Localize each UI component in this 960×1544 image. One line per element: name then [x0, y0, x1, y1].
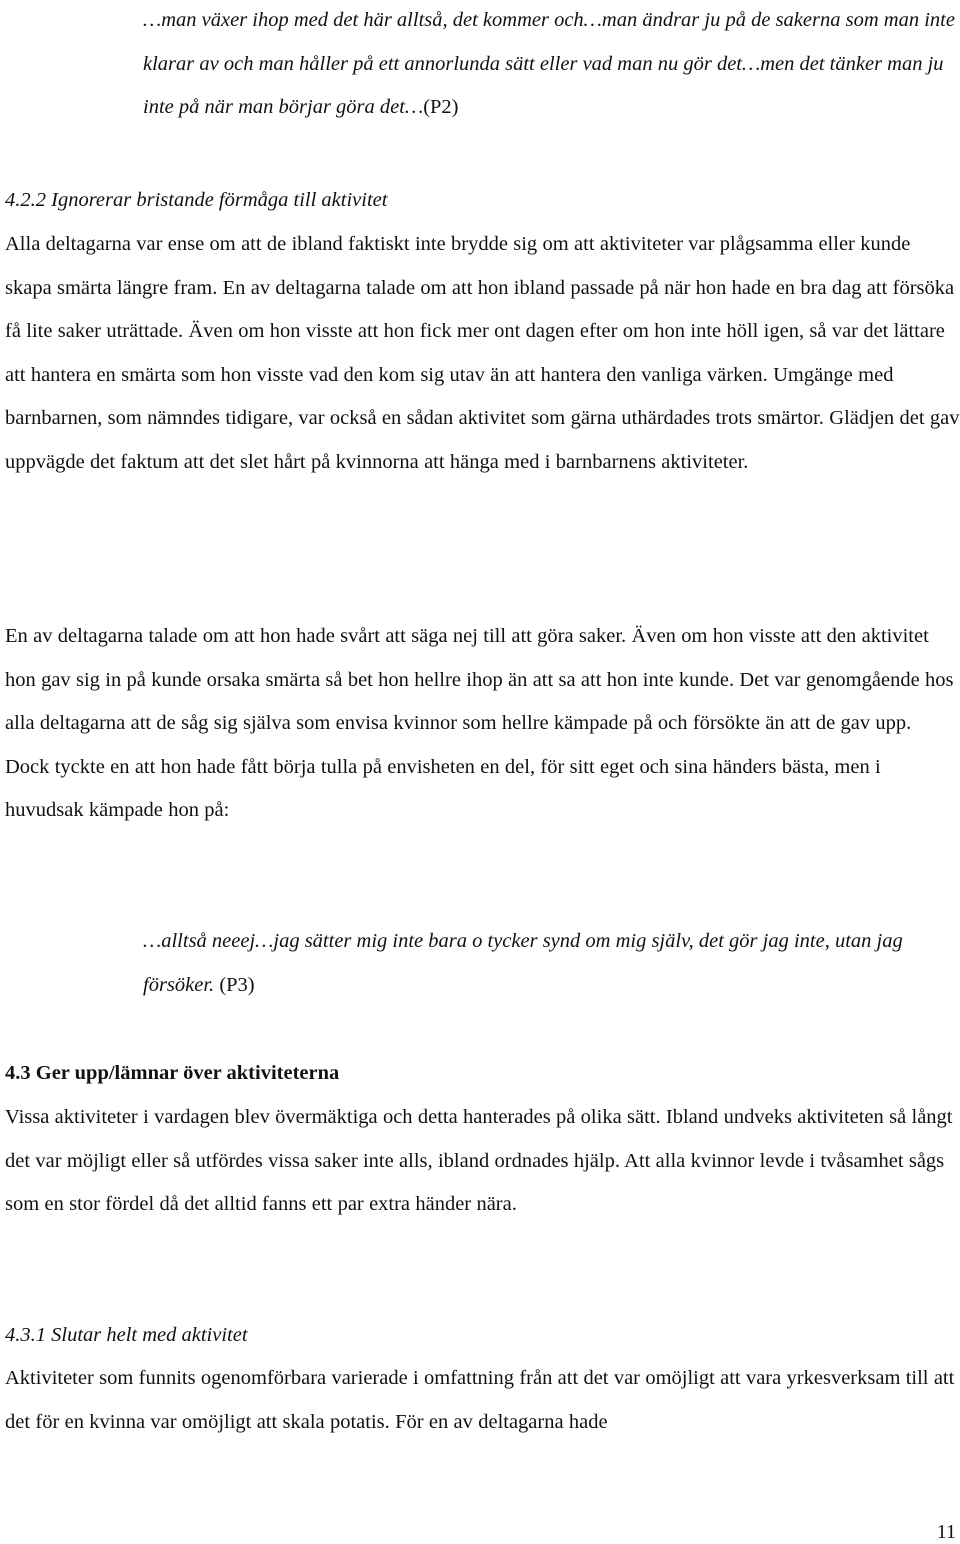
quote-p2-ref: (P2) — [423, 96, 459, 118]
quote-p3-text: …alltså neeej…jag sätter mig inte bara o tycker synd om mig själv, det gör jag inte, utan jag försöker. — [143, 930, 903, 996]
section-4-2-2-paragraph-1: Alla deltagarna var ense om att de ibland faktiskt inte brydde sig om att aktiviteter var plågsamma eller kunde skapa smärta längre fram. En av deltagarna talade om att hon ibland passade på när hon hade en bra dag att försöka få lite saker uträttade. Även om hon visste att hon fick mer ont dagen efter om hon inte höll igen, så var det lättare att hantera en smärta som hon visste vad den kom sig utav än att hantera den vanliga värken. Umgänge med barnbarnen, som nämndes tidigare, var också en sådan aktivitet som gärna uthärdades trots smärtor. Glädjen det gav uppvägde det faktum att det slet hårt på kvinnorna att hänga med i barnbarnens aktiviteter. — [5, 233, 960, 473]
page-number: 11 — [936, 1521, 956, 1543]
section-4-3-paragraph: Vissa aktiviteter i vardagen blev övermäktiga och detta hanterades på olika sätt. Ibland undveks aktiviteten så långt det var möjligt eller så utfördes vissa saker inte alls, ibland ordnades hjälp. Att alla kvinnor levde i tvåsamhet sågs som en stor fördel då det alltid fanns ett par extra händer nära. — [5, 1106, 953, 1216]
section-4-3-heading: 4.3 Ger upp/lämnar över aktiviteterna — [5, 1062, 340, 1084]
section-4-2-2-paragraph-2: En av deltagarna talade om att hon hade svårt att säga nej till att göra saker. Även om hon visste att den aktivitet hon gav sig in på kunde orsaka smärta så bet hon hellre ihop än att sa att hon inte kunde. Det var genomgående hos alla deltagarna att de såg sig själva som envisa kvinnor som hellre kämpade på och försökte än att de gav upp. Dock tyckte en att hon hade fått börja tulla på envisheten en del, för sitt eget och sina händers bästa, men i huvudsak kämpade hon på: — [5, 625, 954, 822]
section-4-2-2-heading: 4.2.2 Ignorerar bristande förmåga till aktivitet — [5, 189, 388, 211]
quote-p3-ref: (P3) — [214, 973, 255, 996]
quote-p3 — [143, 920, 958, 1007]
quote-p2 — [143, 0, 958, 130]
section-4-3-1-heading: 4.3.1 Slutar helt med aktivitet — [5, 1324, 248, 1346]
quote-p2-text: …man växer ihop med det här alltså, det kommer och…man ändrar ju på de sakerna som man inte klarar av och man håller på ett annorlunda sätt eller vad man nu gör det…men det tänker man ju inte på när man börjar göra det… — [143, 9, 955, 118]
section-4-3-1-paragraph: Aktiviteter som funnits ogenomförbara varierade i omfattning från att det var omöjligt att vara yrkesverksam till att det för en kvinna var omöjligt att skala potatis. För en av deltagarna hade — [5, 1367, 955, 1433]
